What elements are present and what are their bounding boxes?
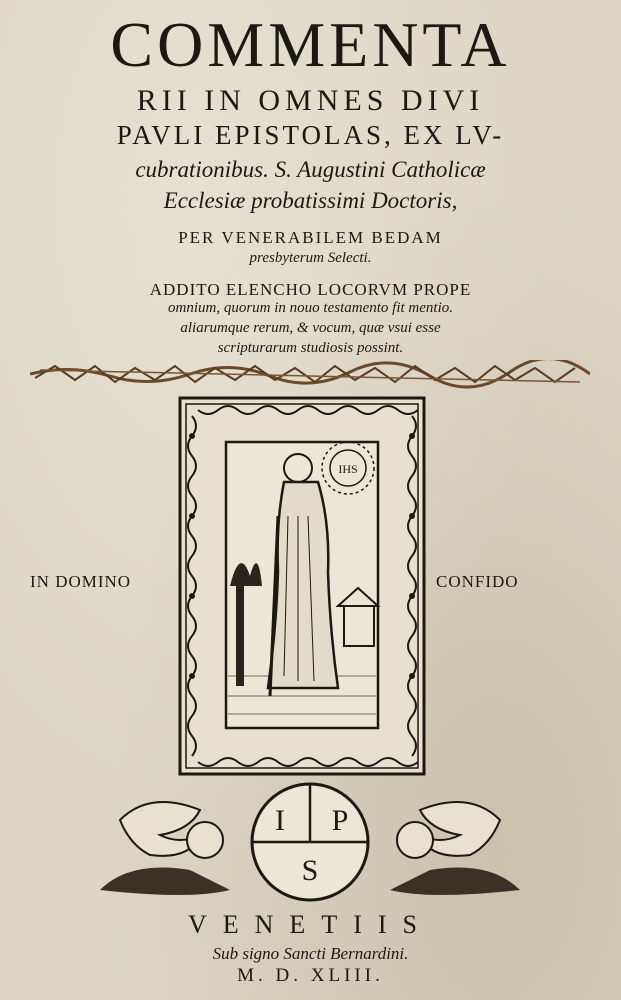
- title-line-1: COMMENTA: [110, 9, 511, 80]
- imprint-sign: Sub signo Sancti Bernardini.: [212, 944, 409, 963]
- index-line-1: omnium, quorum in nouo testamento fit mentio.: [168, 300, 453, 316]
- emblem-letter-p: P: [331, 804, 349, 837]
- title-line-4: cubrationibus. S. Augustini Catholicæ: [135, 157, 486, 182]
- author-subline: presbyterum Selecti.: [249, 250, 372, 266]
- index-line-3: scripturarum studiosis possint.: [217, 340, 404, 356]
- emblem-letter-s: S: [301, 854, 319, 887]
- title-line-3: PAVLI EPISTOLAS, EX LV-: [116, 120, 505, 150]
- manuscript-strike-through: [30, 360, 590, 390]
- woodcut-illustration: [178, 396, 426, 776]
- emblem-letter-i: I: [275, 804, 285, 837]
- motto-right: CONFIDO: [436, 572, 519, 591]
- imprint-year: M. D. XLIII.: [237, 965, 384, 986]
- ihs-monogram: IHS: [338, 462, 358, 476]
- index-line-2: aliarumque rerum, & vocum, quæ vsui esse: [180, 320, 441, 336]
- author-line: PER VENERABILEM BEDAM: [178, 228, 443, 247]
- title-line-2: RII IN OMNES DIVI: [136, 84, 485, 117]
- imprint-city: VENETIIS: [188, 910, 433, 939]
- title-line-5: Ecclesiæ probatissimi Doctoris,: [163, 188, 458, 213]
- index-heading: ADDITO ELENCHO LOCORVM PROPE: [149, 280, 472, 299]
- motto-left: IN DOMINO: [30, 572, 132, 591]
- printers-device-emblem: [100, 780, 520, 910]
